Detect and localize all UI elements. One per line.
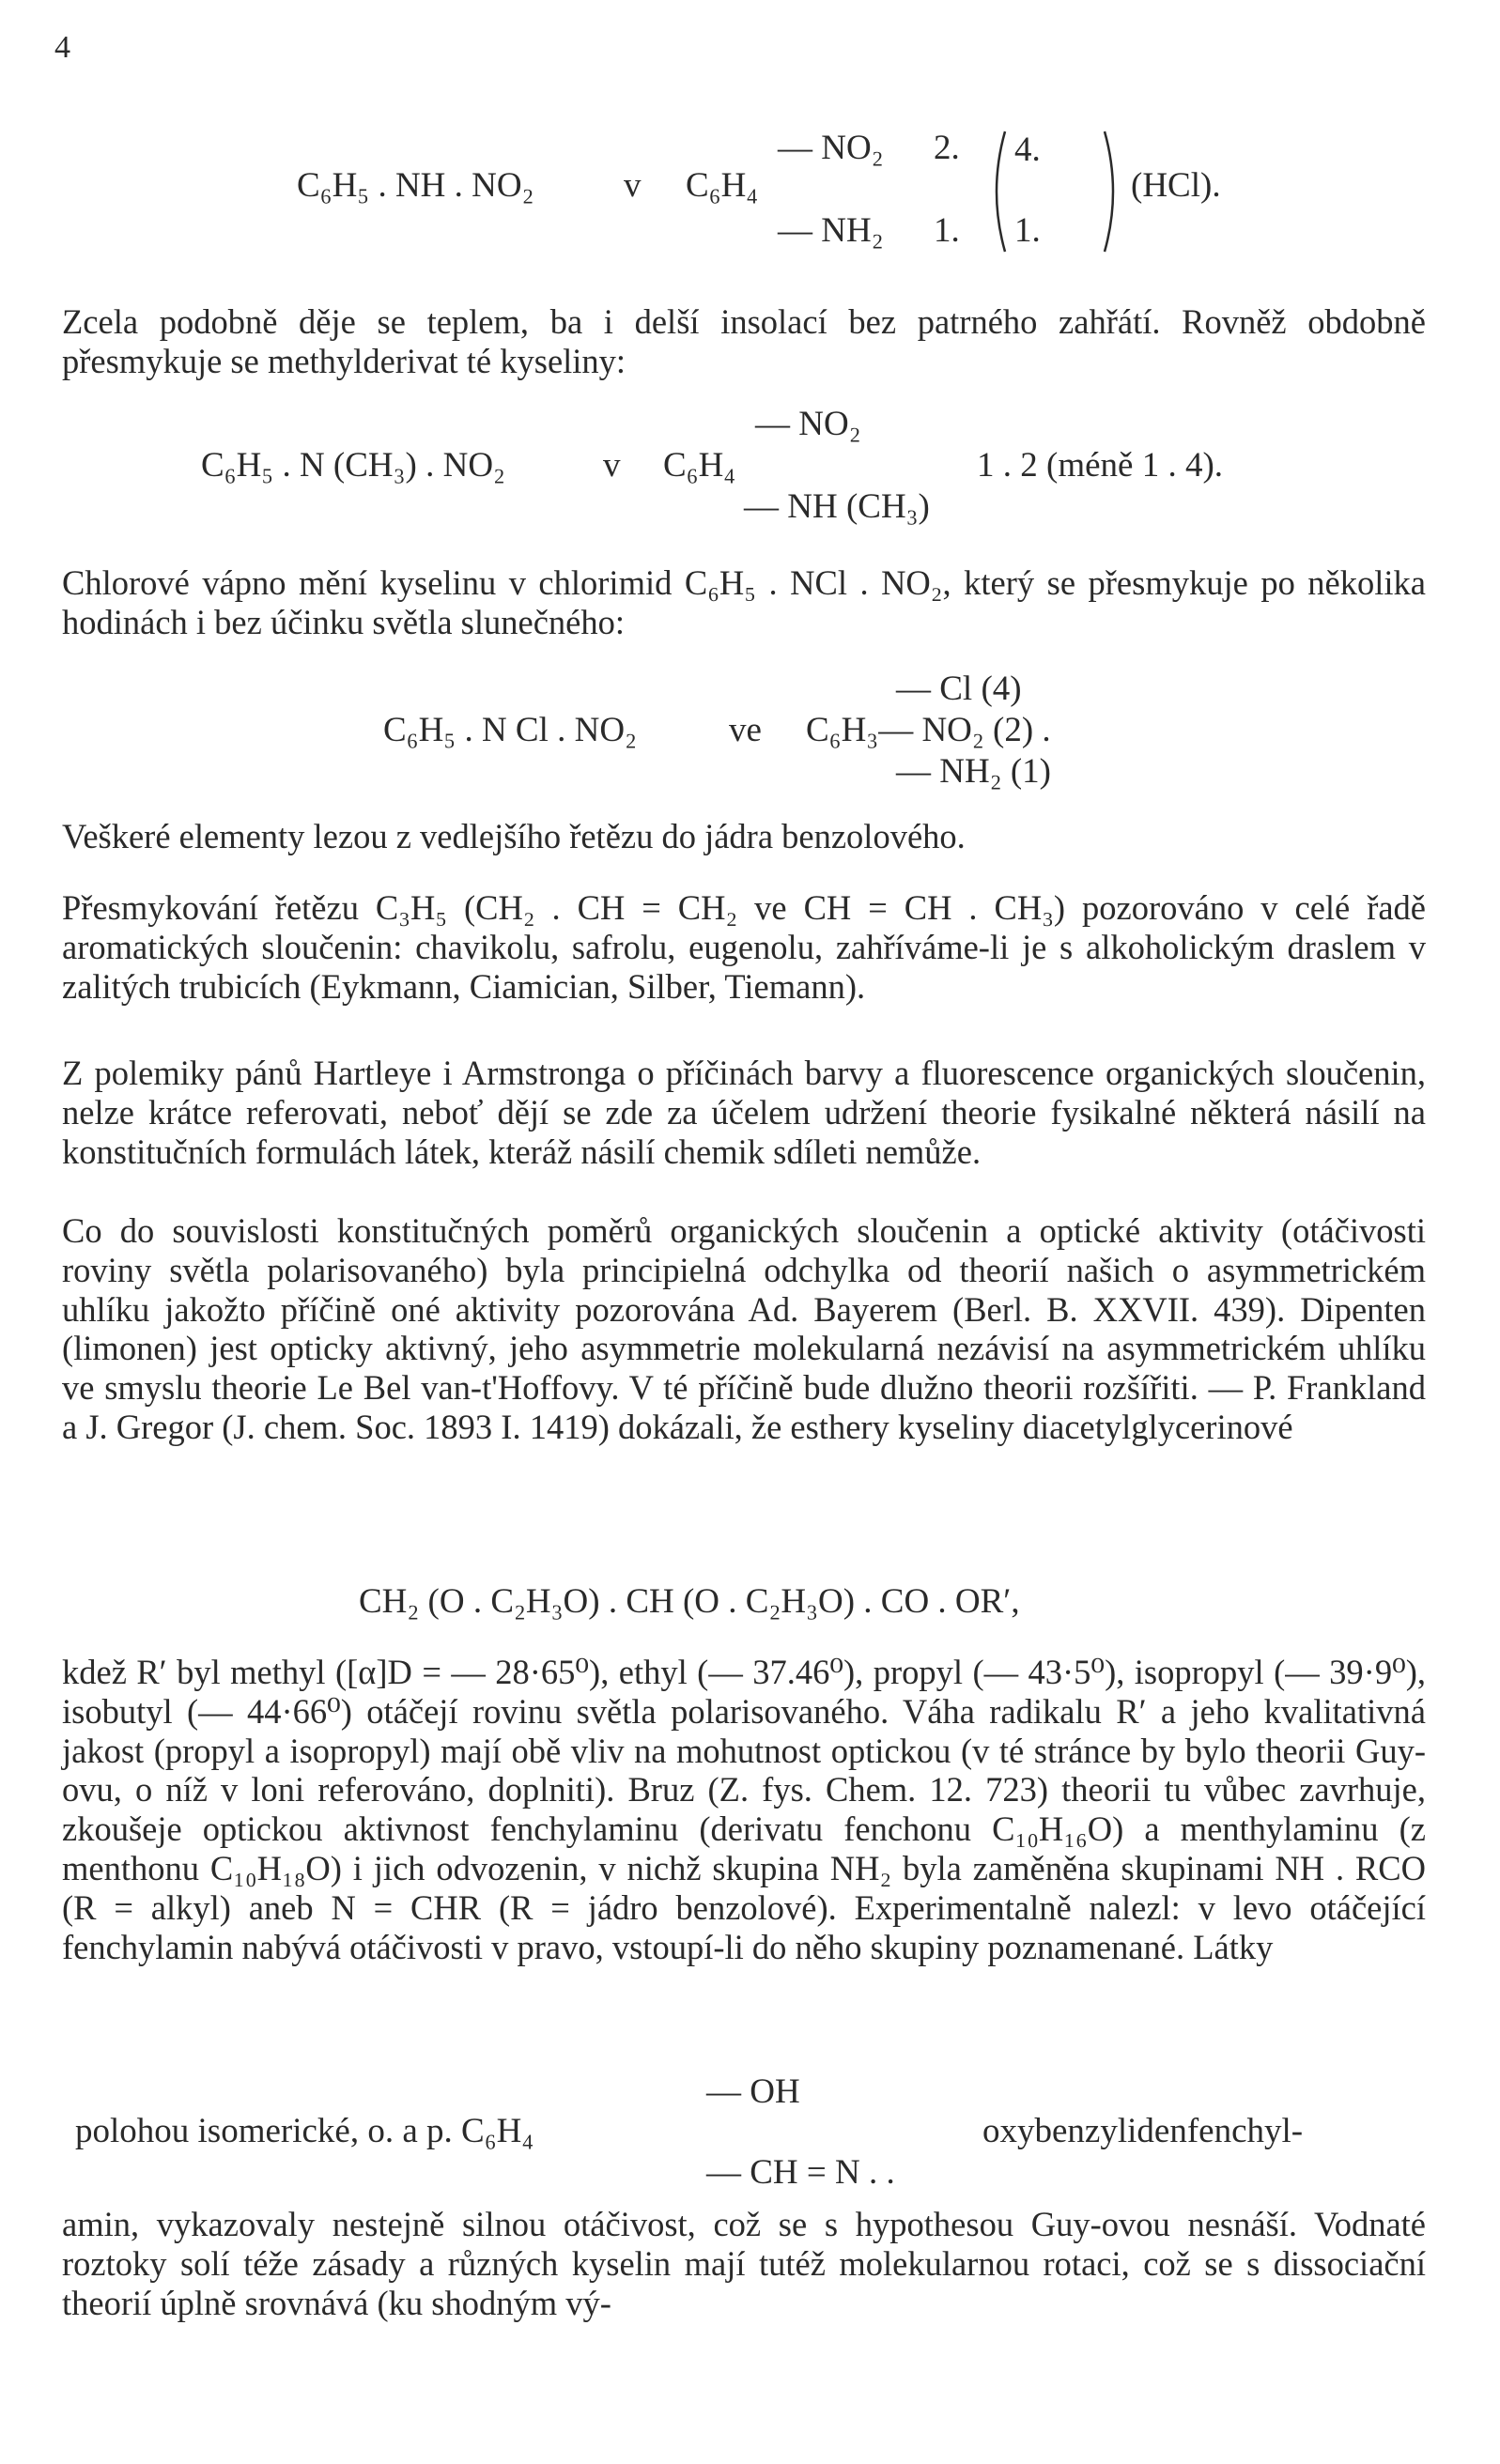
paragraph: kdež R′ byl methyl ([α]D = — 28·65⁰), ethyl (— 37.46⁰), propyl (— 43·5⁰), isopropyl (— 39·9⁰), isobutyl (— 44·66⁰) otáčejí rovinu světla polarisovaného. Váha radikalu R′ a jeho kvalitativná jakost (propyl a isopropyl) mají obě vliv na mohutnost optickou (v té stránce by bylo theorii Guy-ovu, o níž v loni referováno, doplniti). Bruz (Z. fys. Chem. 12. 723) theorii tu vůbec zavrhuje, zkoušeje optickou aktivnost fenchylaminu (derivatu fenchonu C₁₀H₁₆O) a menthylaminu (z menthonu C₁₀H₁₈O) i jich odvozenin, v nichž skupina NH₂ byla zaměněna skupinami NH . RCO (R = alkyl) aneb N = CHR (R = jádro benzolové). Experimentalně nalezl: v levo otáčející fenchylamin nabývá otáčivosti v pravo, vstoupí-li do něho skupiny poznamenané. Látky: [62, 1653, 1426, 1966]
formula-reactant: C₆H₅ . NH . NO₂: [297, 166, 534, 205]
formula-oxybenzylidene: [0, 2073, 1500, 2195]
formula-bottom-substituent: — CH = N . .: [706, 2153, 895, 2192]
formula-nitroaniline: [0, 120, 1500, 261]
formula-bottom-substituent: — NH (CH₃): [744, 487, 930, 526]
formula-ester-text: CH₂ (O . C₂H₃O) . CH (O . C₂H₃O) . CO . OR′,: [359, 1582, 1020, 1621]
page-number: 4: [54, 30, 70, 65]
formula-name: oxybenzylidenfenchyl-: [982, 2112, 1304, 2150]
formula-alt-position: 1.: [1014, 211, 1041, 250]
formula-reactant: C₆H₅ . N Cl . NO₂: [383, 711, 637, 749]
formula-bottom-substituent: — NH₂: [778, 211, 884, 250]
paragraph: Chlorové vápno mění kyselinu v chlorimid C₆H₅ . NCl . NO₂, který se přesmykuje po několika hodinách i bez účinku světla slunečného:: [62, 563, 1426, 641]
formula-arrow-word: v: [603, 446, 621, 485]
paragraph: amin, vykazovaly nestejně silnou otáčivost, což se s hypothesou Guy-ovou nesnáší. Vodnaté roztoky solí téže zásady a různých kyselin mají tutéž molekularnou rotaci, což se s dissociační theorií úplně srovnává (ku shodným vý-: [62, 2205, 1426, 2322]
formula-core: C₆H₄: [686, 166, 759, 205]
formula-reactant: C₆H₅ . N (CH₃) . NO₂: [201, 446, 505, 485]
formula-chlorimid: [0, 663, 1500, 804]
formula-ester: [0, 1583, 1500, 1625]
formula-bottom-substituent: — NH₂ (1): [896, 752, 1051, 791]
formula-reagent: (HCl).: [1131, 166, 1221, 205]
paragraph: Přesmykování řetězu C₃H₅ (CH₂ . CH = CH₂ ve CH = CH . CH₃) pozorováno v celé řadě aromatických sloučenin: chavikolu, safrolu, eugenolu, zahříváme-li je s alkoholickým draslem v zalitých trubicích (Eykmann, Ciamician, Silber, Tiemann).: [62, 888, 1426, 1006]
formula-arrow-word: ve: [729, 711, 762, 749]
formula-core: C₆H₄: [663, 446, 736, 485]
formula-arrow-word: v: [624, 166, 642, 205]
paragraph: Z polemiky pánů Hartleye i Armstronga o příčinách barvy a fluorescence organických sloučenin, nelze krátce referovati, neboť dějí se zde za účelem udržení theorie fysikalné některá násilí na konstitučních formulách látek, kteráž násilí chemik sdíleti nemůže.: [62, 1054, 1426, 1171]
formula-top-substituent: — NO₂: [755, 405, 861, 443]
formula-reactant: polohou isomerické, o. a p. C₆H₄: [75, 2112, 534, 2150]
paren-bracket: [984, 128, 1125, 255]
formula-methylderivative: [0, 394, 1500, 535]
formula-top-substituent: — NO₂: [778, 129, 884, 167]
formula-position: 1.: [934, 211, 960, 250]
formula-core: C₆H₃— NO₂ (2) .: [806, 711, 1051, 749]
formula-alt-position: 4.: [1014, 131, 1041, 169]
paragraph: Co do souvislosti konstitučných poměrů organických sloučenin a optické aktivity (otáčivosti roviny světla polarisovaného) byla principielná odchylka od theorií našich o asymmetrickém uhlíku jakožto příčině oné aktivity pozorována Ad. Bayerem (Berl. B. XXVII. 439). Dipenten (limonen) jest opticky aktivný, jeho asymmetrie molekularná nezávisí na asymmetrickém uhlíku ve smyslu theorie Le Bel van-t'Hoffovy. V té příčině bude dlužno theorii rozšířiti. — P. Frankland a J. Gregor (J. chem. Soc. 1893 I. 1419) dokázali, že esthery kyseliny diacetylglycerinové: [62, 1211, 1426, 1446]
paragraph: Zcela podobně děje se teplem, ba i delší insolací bez patrného zahřátí. Rovněž obdobně přesmykuje se methylderivat té kyseliny:: [62, 302, 1426, 380]
formula-top-substituent: — Cl (4): [896, 670, 1022, 708]
formula-top-substituent: — OH: [706, 2072, 800, 2111]
paragraph: Veškeré elementy lezou z vedlejšího řetězu do jádra benzolového.: [62, 817, 966, 855]
formula-note: 1 . 2 (méně 1 . 4).: [977, 446, 1224, 485]
formula-position: 2.: [934, 129, 960, 167]
